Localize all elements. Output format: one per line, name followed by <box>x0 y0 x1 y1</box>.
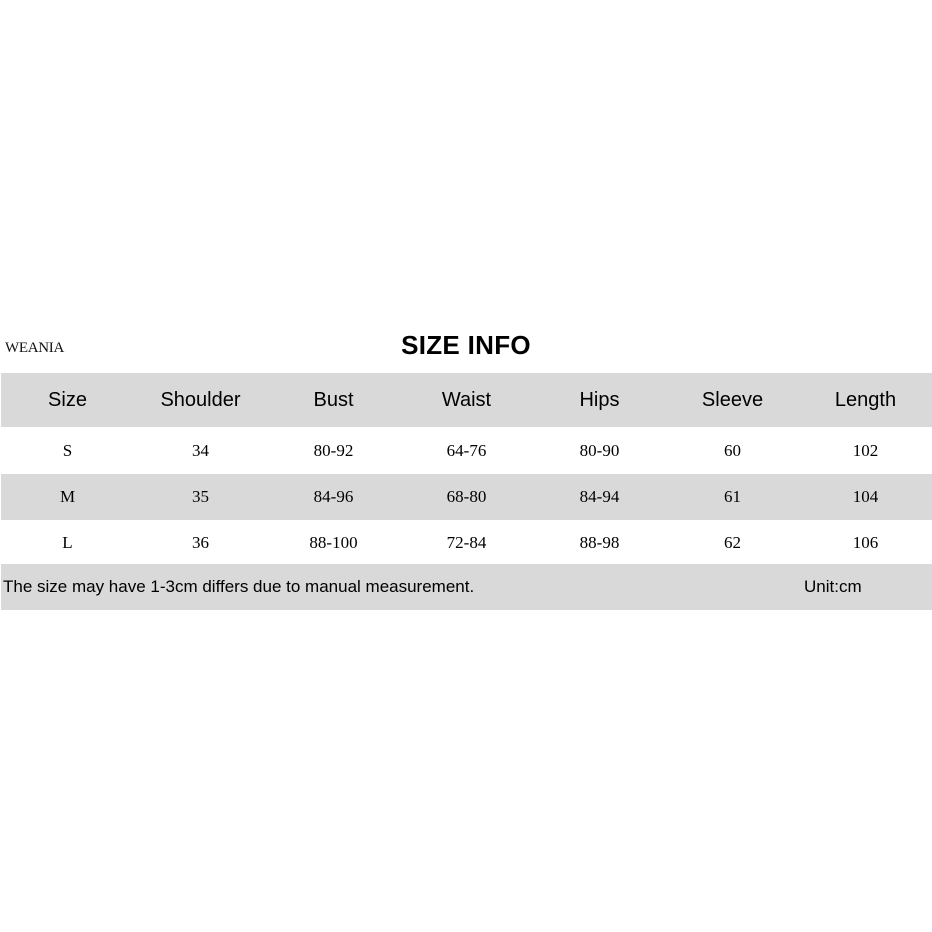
measurement-note-row <box>1 564 932 610</box>
table-cell: 60 <box>724 441 741 460</box>
column-header-waist: Waist <box>441 388 492 411</box>
table-cell: 62 <box>724 533 741 552</box>
column-header-hips: Hips <box>579 388 620 411</box>
table-cell: 61 <box>724 487 741 506</box>
column-header-sleeve: Sleeve <box>701 388 764 411</box>
column-header-length: Length <box>834 388 897 411</box>
size-chart-header <box>0 326 932 370</box>
table-cell: 88-98 <box>579 533 620 552</box>
table-cell: 106 <box>852 533 879 552</box>
measurement-note: The size may have 1-3cm differs due to manual measurement. <box>3 577 475 596</box>
table-cell: 36 <box>192 533 209 552</box>
table-header-row <box>1 373 932 428</box>
table-cell: 102 <box>852 441 879 460</box>
table-row-l <box>1 520 932 566</box>
table-cell: 80-90 <box>579 441 620 460</box>
column-header-shoulder: Shoulder <box>160 388 241 411</box>
column-header-bust: Bust <box>313 388 354 411</box>
table-cell: L <box>62 533 73 552</box>
table-cell: 64-76 <box>446 441 487 460</box>
table-cell: 68-80 <box>446 487 487 506</box>
table-cell: S <box>62 441 73 460</box>
table-cell: 80-92 <box>313 441 354 460</box>
table-row-s <box>1 428 932 474</box>
table-cell: 84-94 <box>579 487 620 506</box>
table-cell: 72-84 <box>446 533 487 552</box>
table-row-m <box>1 474 932 520</box>
page-title: SIZE INFO <box>401 330 531 360</box>
size-table <box>1 373 932 566</box>
column-header-size: Size <box>48 388 87 411</box>
table-cell: M <box>59 487 76 506</box>
table-cell: 104 <box>852 487 879 506</box>
table-cell: 34 <box>192 441 209 460</box>
table-cell: 88-100 <box>309 533 358 552</box>
table-cell: 35 <box>192 487 209 506</box>
brand-logo-text: WEANIA <box>5 340 65 356</box>
table-cell: 84-96 <box>313 487 354 506</box>
unit-label: Unit:cm <box>804 577 862 596</box>
